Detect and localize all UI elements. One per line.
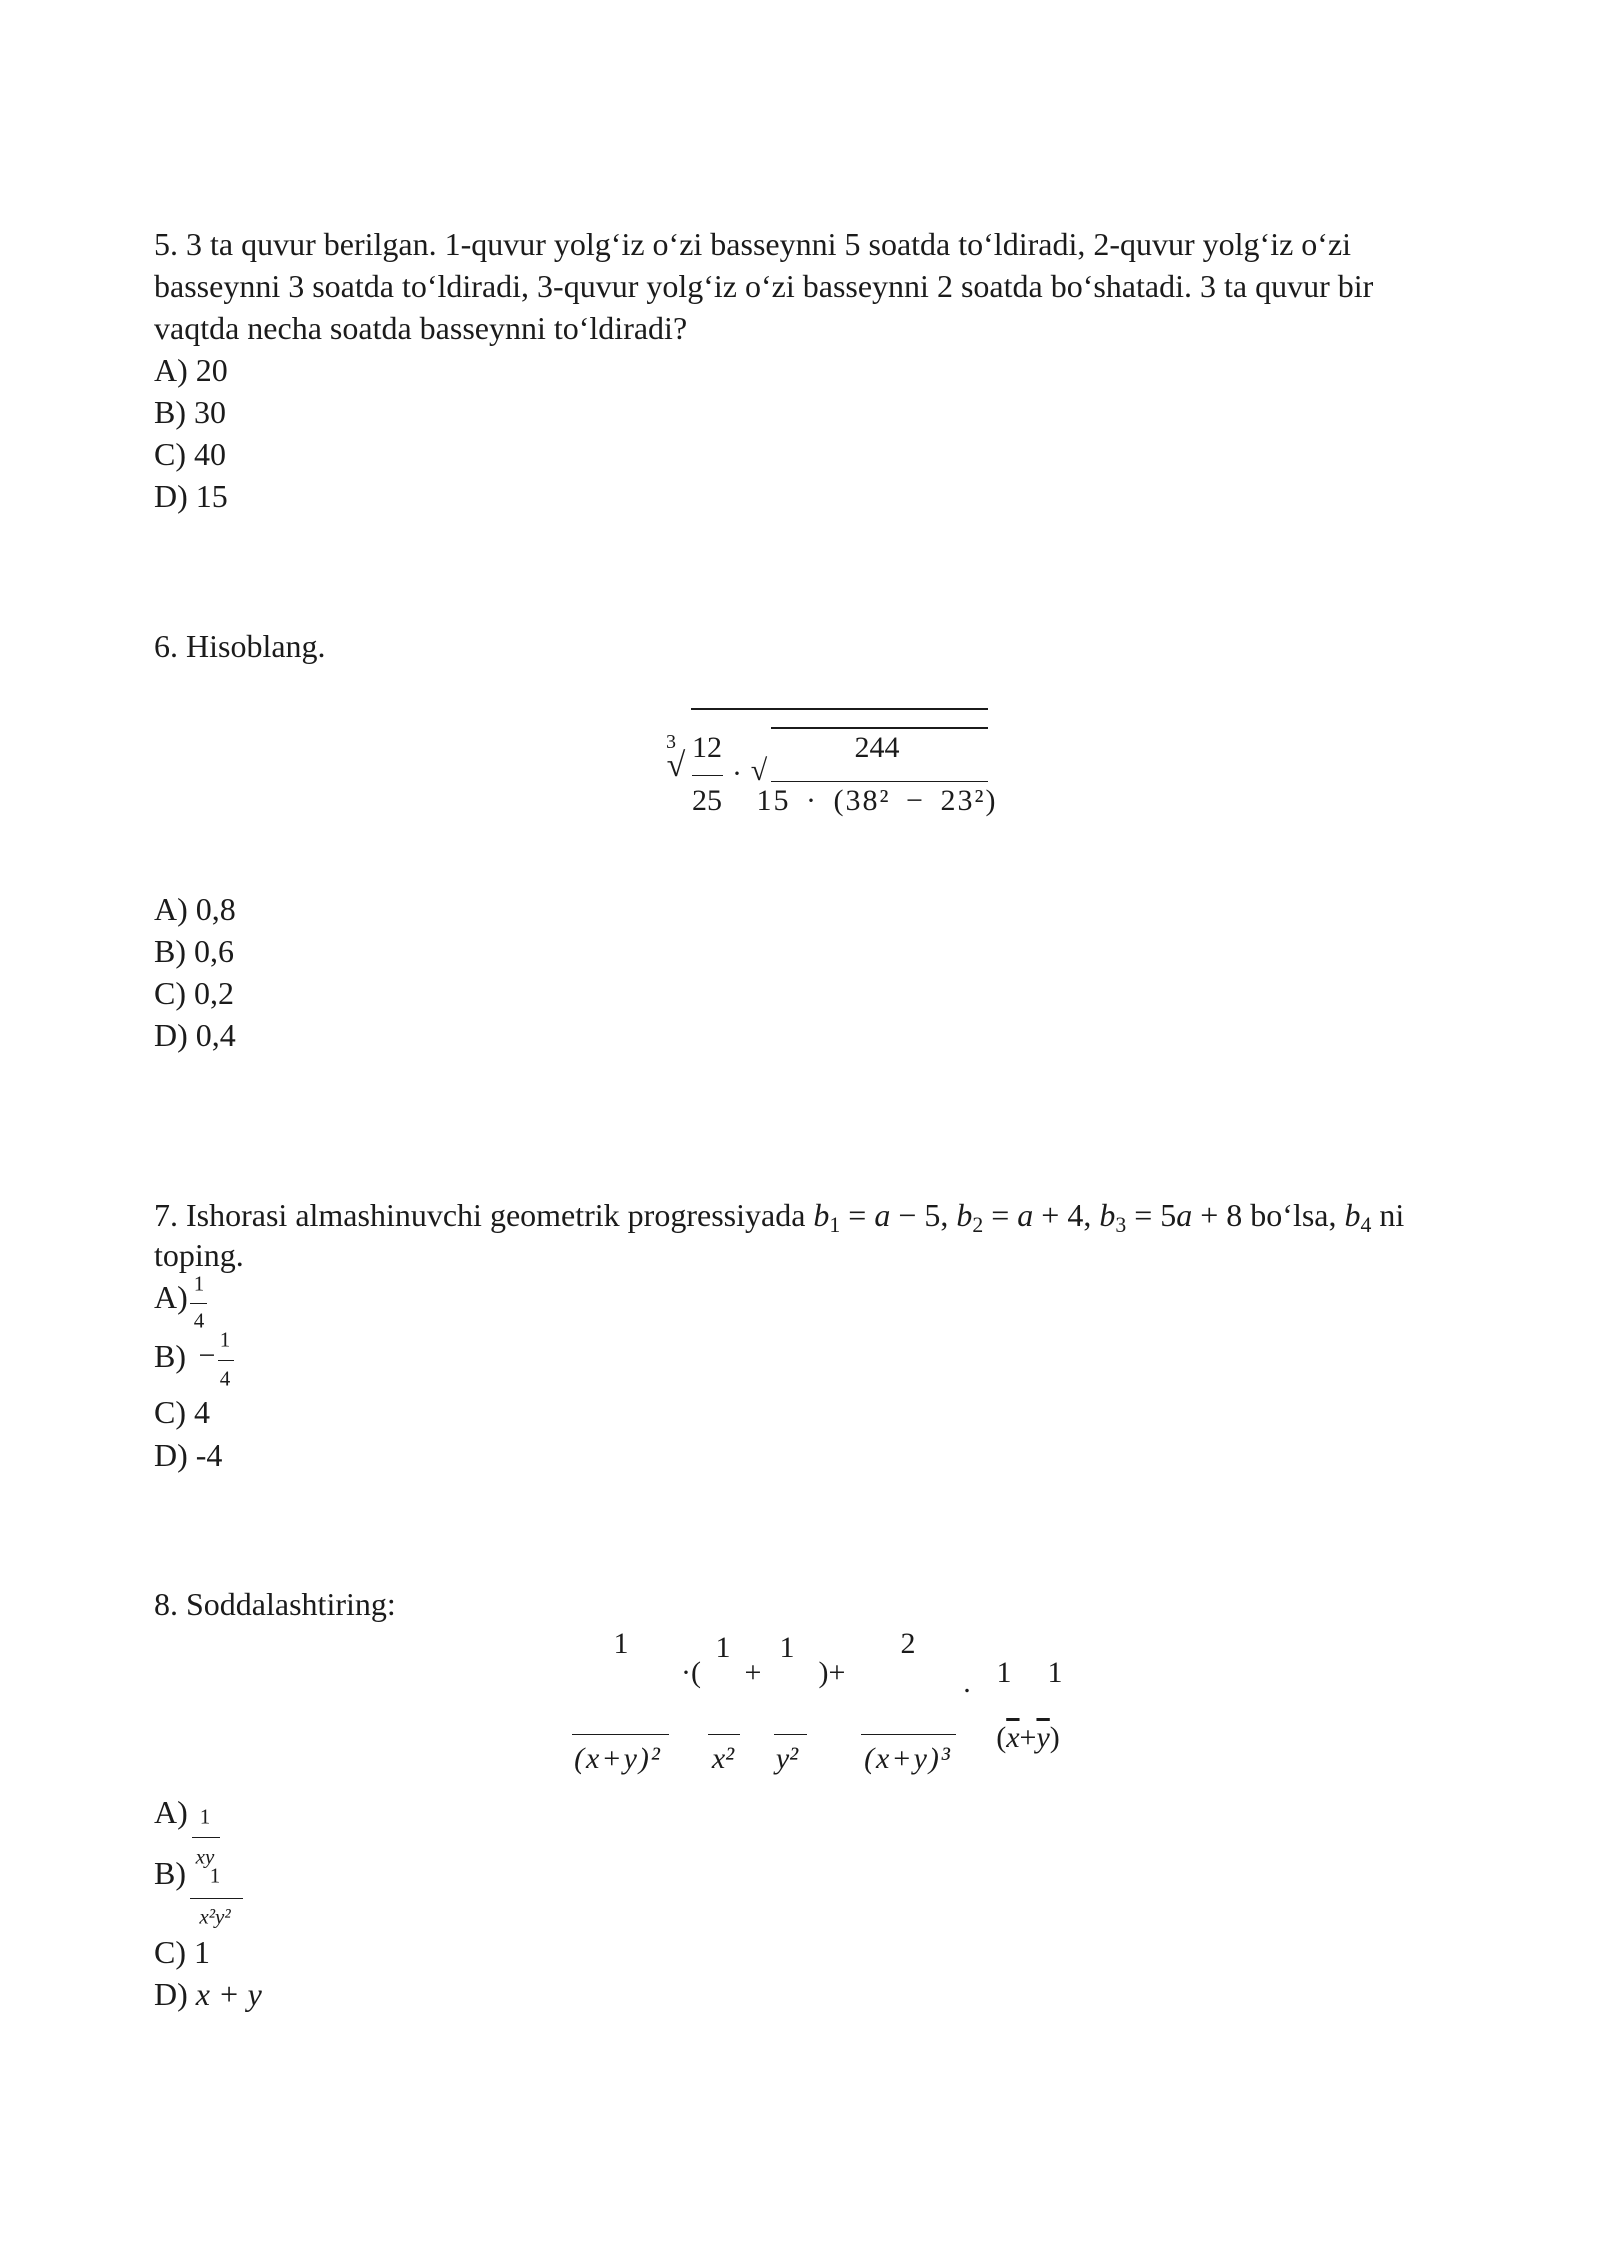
problem-7-option-c [154,1391,210,1433]
problem-5-line-1: 5. 3 ta quvur berilgan. 1-quvur yolg‘iz o‘zi basseynni 5 soatda to‘ldiradi, 2-quvur yolg‘iz o‘zi [154,226,1352,262]
x-over-bar: $\overline{x}$ [1006,1721,1020,1754]
formula-token: 1 [1047,1656,1063,1689]
reciprocal-sum-group [996,1723,1060,1753]
problem-5-option-a: A) 20 [154,352,228,388]
b2-rest: + 4, [1041,1197,1092,1233]
problem-8-option-a [154,1791,188,1833]
option-value: x + y [195,1976,262,2012]
option-b-minus-sign: − [198,1339,216,1372]
cube-root-vinculum [691,708,988,710]
option-value: 1 [194,1934,210,1970]
option-value: -4 [195,1437,223,1473]
denominator-x-plus-y-squared: (x+y)² [574,1742,662,1775]
problem-7-tail: ni [1379,1197,1405,1233]
formula-token: 1 [613,1627,629,1660]
option-label: C) [154,1394,186,1430]
b3-rest: + 8 [1200,1197,1243,1233]
fraction-2-bar [771,781,988,782]
b2-index: 2 [972,1213,984,1238]
b3-index: 3 [1115,1213,1127,1238]
problem-5-option-c: C) 40 [154,436,226,472]
problem-8-option-d [154,1973,262,2015]
option-a-fraction-bar [192,1837,220,1838]
b1-equals: = [848,1197,867,1233]
option-a-denominator: 4 [193,1308,205,1333]
b3-equals: = [1134,1197,1153,1233]
b1-variable: b [813,1197,830,1233]
problem-7-option-b [154,1335,186,1377]
b1-rest: − 5, [898,1197,949,1233]
fraction-2-numerator: 244 [854,731,900,764]
problem-6-option-a: A) 0,8 [154,891,236,927]
b1-index: 1 [829,1213,841,1238]
problem-7-statement-line-2: toping. [154,1237,244,1273]
b1-a-variable: a [874,1197,891,1233]
problem-5-line-3: vaqtda necha soatda basseynni to‘ldiradi? [154,310,688,346]
multiplication-dot: · [732,757,742,790]
fraction-1-numerator: 12 [692,731,722,764]
formula-token: + [744,1656,762,1689]
problem-6-option-d: D) 0,4 [154,1017,236,1053]
fraction-2-denominator: 15 · (38² − 23²) [756,784,998,817]
problem-6-options [154,888,236,1056]
b3-coefficient: 5 [1160,1197,1177,1233]
problem-7-statement-line-1 [154,1194,1404,1236]
formula-token: 1 [715,1631,731,1664]
problem-5-line-2: basseynni 3 soatda to‘ldiradi, 3-quvur yolg‘iz o‘zi basseynni 2 soatda bo‘shatadi. 3 ta quvur bir [154,268,1374,304]
formula-token: )+ [818,1656,846,1689]
option-b-fraction-bar [190,1898,243,1899]
b3-a-variable: a [1176,1197,1193,1233]
formula-token: 2 [900,1627,916,1660]
b2-equals: = [991,1197,1010,1233]
b2-a-variable: a [1017,1197,1034,1233]
problem-7-option-a [154,1276,188,1318]
option-label: B) [154,1855,186,1891]
denominator-x-squared: x² [711,1742,735,1775]
formula-token: . [963,1666,971,1699]
denominator-x-plus-y-cubed: (x+y)³ [864,1742,952,1775]
option-label: A) [154,1279,188,1315]
option-b-numerator: 1 [209,1863,221,1888]
option-b-denominator: x²y² [199,1904,231,1929]
square-root-sign: √ [750,754,768,787]
problem-7-intro: 7. Ishorasi almashinuvchi geometrik progressiyada [154,1197,806,1233]
y-over-bar: $\overline{y}$ [1036,1721,1050,1754]
b4-variable: b [1344,1197,1361,1233]
problem-5-option-b: B) 30 [154,394,226,430]
problem-6-option-b: B) 0,6 [154,933,234,969]
close-paren: ) [1049,1721,1060,1754]
problem-5 [154,223,1373,517]
fraction-bar [572,1734,669,1735]
open-paren: ( [996,1721,1007,1754]
problem-5-option-d: D) 15 [154,478,228,514]
option-a-numerator: 1 [199,1804,211,1829]
b3-variable: b [1099,1197,1116,1233]
fraction-1-denominator: 25 [692,784,722,817]
option-value: 4 [194,1394,210,1430]
b2-variable: b [956,1197,973,1233]
formula-token: ·( [681,1656,701,1689]
option-label: D) [154,1976,188,2012]
cube-root-sign: √ [666,747,686,784]
problem-6-title: 6. Hisoblang. [154,628,326,664]
option-label: B) [154,1338,186,1374]
option-b-fraction-bar [218,1360,234,1361]
problem-8-title: 8. Soddalashtiring: [154,1586,396,1622]
problem-7-condition: bo‘lsa, [1250,1197,1337,1233]
plus-sign: + [1019,1721,1037,1754]
root-index: 3 [666,731,676,753]
option-a-denominator: xy [195,1844,215,1869]
fraction-bar [861,1734,956,1735]
option-a-fraction-bar [190,1303,207,1304]
fraction-1-bar [692,775,723,776]
fraction-bar [708,1734,740,1735]
fraction-bar [774,1734,807,1735]
formula-token: 1 [996,1656,1012,1689]
b4-index: 4 [1360,1213,1372,1238]
option-label: D) [154,1437,188,1473]
formula-token: 1 [779,1631,795,1664]
option-a-numerator: 1 [193,1271,205,1296]
option-b-numerator: 1 [219,1327,231,1352]
problem-7-option-d [154,1434,222,1476]
problem-8-option-c [154,1931,210,1973]
option-b-denominator: 4 [219,1366,231,1391]
option-label: C) [154,1934,186,1970]
option-label: A) [154,1794,188,1830]
problem-6-option-c: C) 0,2 [154,975,234,1011]
problem-8-option-b [154,1852,186,1894]
denominator-y-squared: y² [775,1742,799,1775]
square-root-vinculum [771,727,988,729]
